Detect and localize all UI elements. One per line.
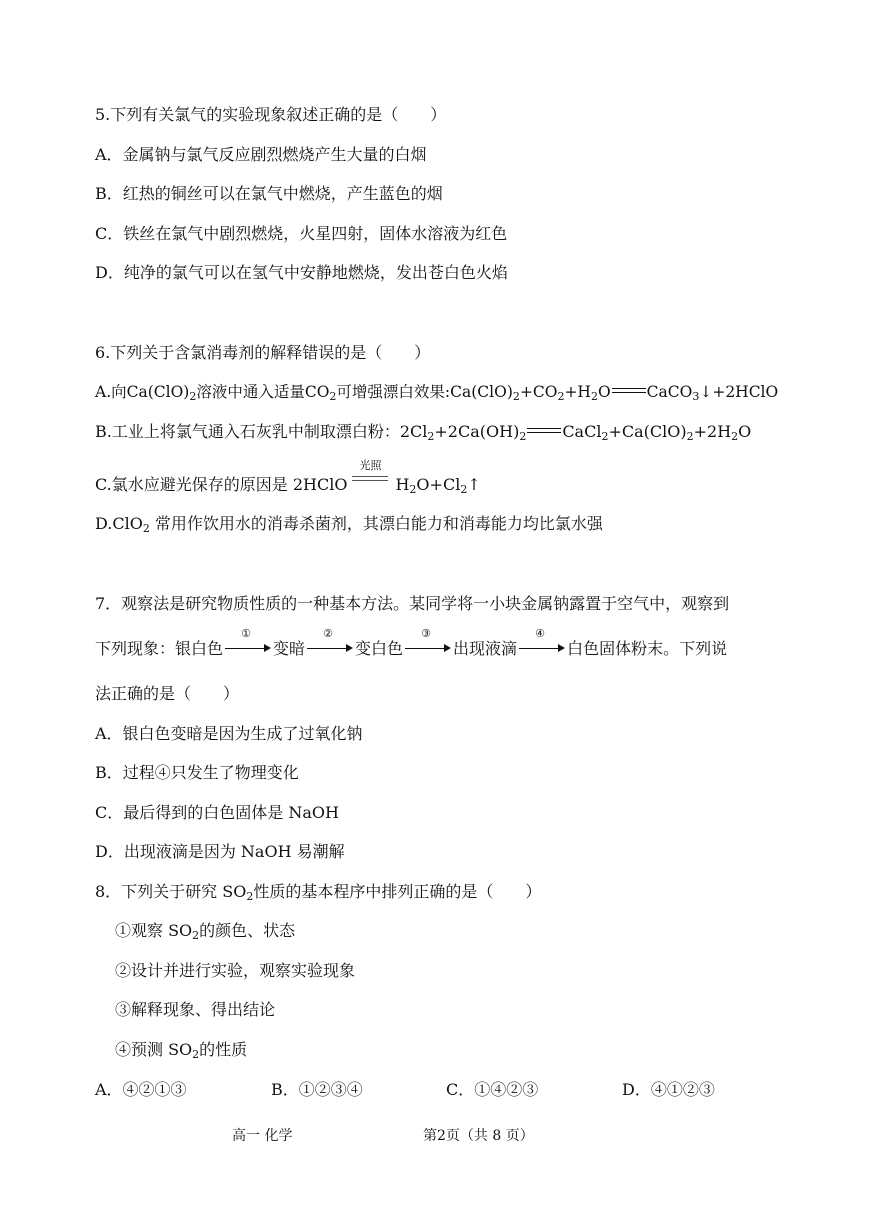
q8-option-a: A．④②①③: [95, 1080, 187, 1099]
equals-sign: [612, 388, 646, 393]
q5-option-b: B．红热的铜丝可以在氯气中燃烧，产生蓝色的烟: [95, 184, 443, 203]
equals-sign: [527, 428, 561, 433]
q6-option-a: A.向$Ca(ClO)_2$溶液中通入适量$CO_2$可增强漂白效果$:Ca(ClO)_2+CO_2+H_2O$ CaCO$_3$↓+2HClO: [95, 383, 779, 403]
q8-option-b: B．①②③④: [271, 1080, 363, 1099]
q7-option-b: B．过程④只发生了物理变化: [95, 763, 299, 782]
arrow-icon: ①: [223, 640, 273, 656]
q7-stem-line1: 7．观察法是研究物质性质的一种基本方法。某同学将一小块金属钠露置于空气中，观察到: [95, 594, 730, 613]
q5-option-d: D．纯净的氯气可以在氢气中安静地燃烧，发出苍白色火焰: [95, 263, 508, 282]
q7-option-d: D．出现液滴是因为 NaOH 易潮解: [95, 842, 345, 861]
arrow-icon: ③: [403, 640, 453, 656]
q8-item-2: ②设计并进行实验，观察实验现象: [115, 961, 356, 980]
q6-option-d: D.ClO$_2$ 常用作饮用水的消毒杀菌剂，其漂白能力和消毒能力均比氯水强: [95, 514, 603, 535]
q7-stem-line2: 下列现象：银白色 ① 变暗 ② 变白色 ③ 出现液滴 ④ 白色固体粉末。下列说: [95, 627, 728, 658]
footer-page-number: 第2页（共 8 页）: [423, 1128, 534, 1144]
q7-option-a: A．银白色变暗是因为生成了过氧化钠: [95, 724, 363, 743]
q7-option-c: C．最后得到的白色固体是 NaOH: [95, 803, 339, 822]
q5-stem: 5.下列有关氯气的实验现象叙述正确的是（ ）: [95, 105, 447, 124]
q8-option-d: D．④①②③: [622, 1080, 715, 1099]
q5-option-a: A．金属钠与氯气反应剧烈燃烧产生大量的白烟: [95, 145, 427, 164]
q5-option-c: C．铁丝在氯气中剧烈燃烧，火星四射，固体水溶液为红色: [95, 224, 508, 243]
q6-option-b: B.工业上将氯气通入石灰乳中制取漂白粉：$2Cl_2+2Ca(OH)_2$ $CaCl_2+Ca(ClO)_2+2H_2O$: [95, 422, 752, 443]
q8-item-3: ③解释现象、得出结论: [115, 1000, 276, 1019]
reaction-condition: 光照: [349, 476, 391, 492]
q7-stem-line3: 法正确的是（ ）: [95, 684, 240, 703]
q6-stem: 6.下列关于含氯消毒剂的解释错误的是（ ）: [95, 343, 431, 362]
arrow-icon: ④: [517, 640, 567, 656]
q8-item-4: ④预测 $SO_2$的性质: [115, 1040, 248, 1061]
arrow-icon: ②: [305, 640, 355, 656]
q6-option-c: C.氯水应避光保存的原因是 2HClO 光照 $H_2O+Cl_2↑$: [95, 459, 481, 496]
q8-stem: 8．下列关于研究 $SO_2$性质的基本程序中排列正确的是（ ）: [95, 882, 542, 903]
footer-subject: 高一 化学: [232, 1128, 293, 1144]
q8-item-1: ①观察 $SO_2$的颜色、状态: [115, 921, 296, 942]
q8-option-c: C．①④②③: [446, 1080, 539, 1099]
